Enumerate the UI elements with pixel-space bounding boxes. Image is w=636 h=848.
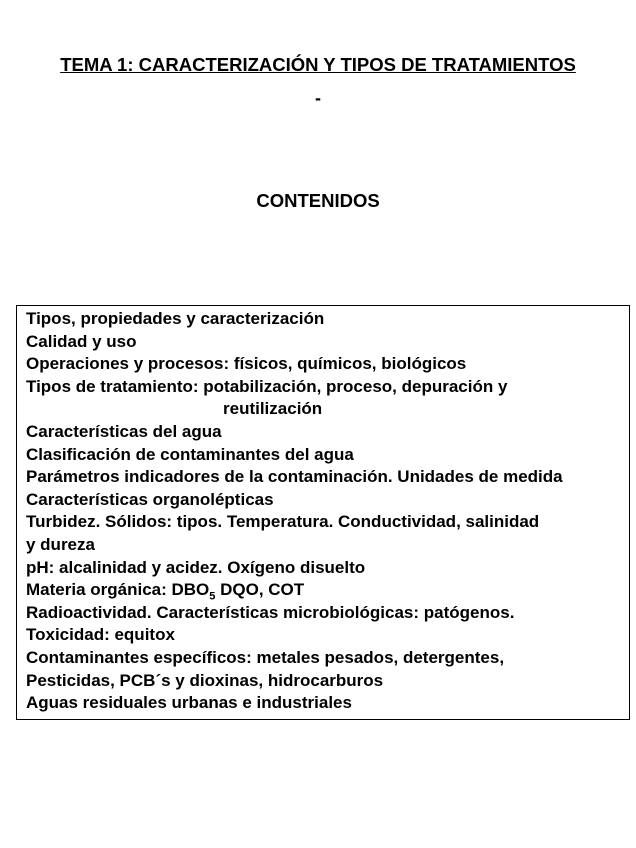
contents-line: y dureza	[26, 534, 95, 554]
contents-line: pH: alcalinidad y acidez. Oxígeno disuelto	[26, 557, 366, 577]
contents-line: Aguas residuales urbanas e industriales	[26, 693, 352, 713]
contents-line: Tipos, propiedades y caracterización	[26, 309, 325, 328]
contents-line: Pesticidas, PCB´s y dioxinas, hidrocarburos	[26, 670, 384, 690]
contents-line: Tipos de tratamiento: potabilización, proceso, depuración y	[26, 376, 508, 396]
contents-line-continuation: reutilización	[223, 399, 323, 419]
contents-line: Clasificación de contaminantes del agua	[26, 444, 354, 464]
contents-line: Operaciones y procesos: físicos, químicos, biológicos	[26, 354, 467, 374]
contents-line: Calidad y uso	[26, 331, 137, 351]
contents-line: Radioactividad. Características microbiológicas: patógenos.	[26, 602, 515, 622]
contents-line: Turbidez. Sólidos: tipos. Temperatura. Conductividad, salinidad	[26, 512, 540, 532]
organic-matter-suffix: DQO, COT	[215, 580, 305, 600]
contents-line: Toxicidad: equitox	[26, 625, 175, 645]
contents-line: Características organolépticas	[26, 489, 274, 509]
section-heading: CONTENIDOS	[256, 190, 380, 211]
contents-box	[16, 305, 630, 720]
title-dash: -	[315, 88, 321, 108]
organic-matter-prefix: Materia orgánica: DBO	[26, 580, 210, 600]
contents-line-organic-matter	[26, 579, 629, 602]
contents-line: Características del agua	[26, 421, 222, 441]
subscript-5: 5	[209, 590, 216, 603]
page-title: TEMA 1: CARACTERIZACIÓN Y TIPOS DE TRATAMIENTOS	[60, 54, 576, 75]
contents-line: Parámetros indicadores de la contaminación. Unidades de medida	[26, 467, 563, 487]
contents-line: Contaminantes específicos: metales pesados, detergentes,	[26, 647, 505, 667]
